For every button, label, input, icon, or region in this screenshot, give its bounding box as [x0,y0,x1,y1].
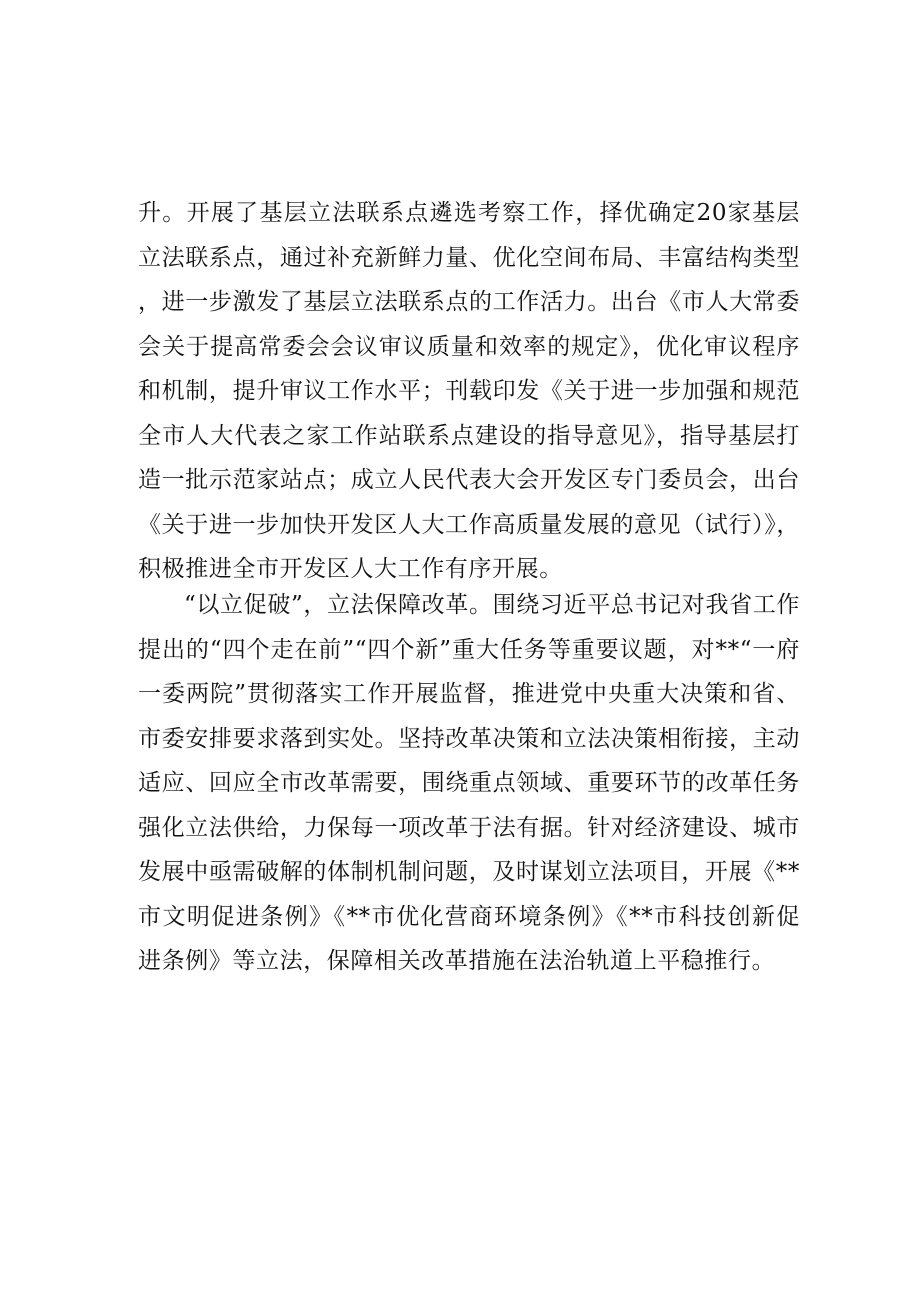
paragraph-legislation-reform: “以立促破”，立法保障改革。围绕习近平总书记对我省工作提出的“四个走在前”“四个新”重大任务等重要议题，对**“一府一委两院”贯彻落实工作开展监督，推进党中央重大决策和省、市委安排要求落到实处。坚持改革决策和立法决策相衔接，主动适应、回应全市改革需要，围绕重点领域、重要环节的改革任务强化立法供给，力保每一项改革于法有据。针对经济建设、城市发展中亟需破解的体制机制问题，及时谋划立法项目，开展《**市文明促进条例》《**市优化营商环境条例》《**市科技创新促进条例》等立法，保障相关改革措施在法治轨道上平稳推行。 [138,592,800,974]
paragraph-continuation: 升。开展了基层立法联系点遴选考察工作，择优确定20家基层立法联系点，通过补充新鲜力量、优化空间布局、丰富结构类型，进一步激发了基层立法联系点的工作活力。出台《市人大常委会关于提高常委会会议审议质量和效率的规定》，优化审议程序和机制，提升审议工作水平；刊载印发《关于进一步加强和规范全市人大代表之家工作站联系点建设的指导意见》，指导基层打造一批示范家站点；成立人民代表大会开发区专门委员会，出台《关于进一步加快开发区人大工作高质量发展的意见（试行）》，积极推进全市开发区人大工作有序开展。 [138,200,800,582]
